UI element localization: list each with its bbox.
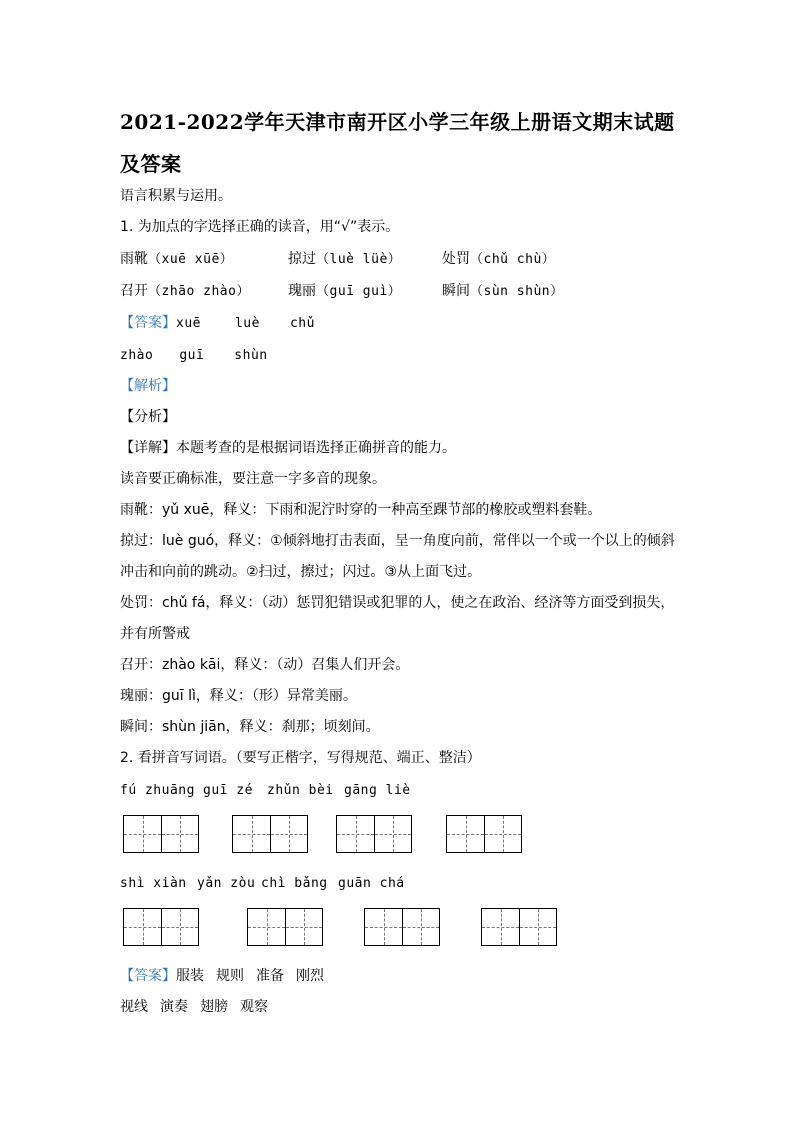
q2-pinyin: guān chá [338,876,405,891]
detail-label: 【详解】 [120,440,176,456]
analysis-label: 【解析】 [120,378,176,394]
doc-title-line1: 2021-2022学年天津市南开区小学三年级上册语文期末试题 [120,110,675,134]
note-text: 读音要正确标准，要注意一字多音的现象。 [120,471,386,487]
explanation-line: 瞬间：shùn jiān，释义：刹那；顷刻间。 [120,719,380,735]
writing-grid[interactable] [336,815,412,853]
q1-options: （xuē xūē） [148,252,234,267]
q1-item [120,249,233,270]
q1-item [288,281,401,302]
q1-prompt: 1. 为加点的字选择正确的读音，用“√”表示。 [120,219,400,235]
q1-options: （guī guì） [316,284,402,299]
q2-pinyin: fú zhuāng [120,783,195,798]
q1-word: 召开 [120,283,148,299]
detail-paragraph [120,438,456,458]
q1-word: 瑰丽 [288,283,316,299]
answer-value: luè [234,316,260,331]
q2-pinyin: chì bǎng [261,876,328,891]
writing-grid[interactable] [123,908,199,946]
q1-answer-line2 [120,345,268,366]
fenxi-label: 【分析】 [120,409,176,425]
writing-grid[interactable] [481,908,557,946]
detail-text: 本题考查的是根据词语选择正确拼音的能力。 [176,440,456,456]
answer-value: chǔ [289,316,315,331]
answer-word: 刚烈 [296,968,324,984]
q1-item [442,249,555,270]
answer-value: shùn [234,348,268,363]
answer-word: 观察 [240,999,268,1015]
q1-word: 掠过 [288,251,316,267]
q2-prompt: 2. 看拼音写词语。（要写正楷字，写得规范、端正、整洁） [120,750,481,766]
q1-options: （luè lüè） [316,252,402,267]
answer-word: 服装 [176,968,204,984]
answer-word: 准备 [256,968,284,984]
q1-item [288,249,401,270]
q1-options: （chǔ chù） [470,252,556,267]
q2-answer-line2 [120,997,268,1017]
q1-options: （zhāo zhào） [148,284,250,299]
explanation-line: 瑰丽：guī lì，释义：（形）异常美丽。 [120,688,357,704]
writing-grid[interactable] [446,815,522,853]
section-heading: 语言积累与运用。 [120,188,232,204]
q1-item [120,281,250,302]
writing-grid[interactable] [232,815,308,853]
q2-pinyin: guī zé [203,783,253,798]
q2-pinyin: yǎn zòu [197,876,256,891]
explanation-line: 召开：zhào kāi，释义：（动）召集人们开会。 [120,657,410,673]
explanation-line: 处罚：chǔ fá，释义：（动）惩罚犯错误或犯罪的人，使之在政治、经济等方面受到损失， [120,595,675,611]
answer-value: zhào [120,348,154,363]
q1-item [442,281,564,302]
answer-word: 规则 [216,968,244,984]
q1-word: 雨靴 [120,251,148,267]
answer-word: 演奏 [160,999,188,1015]
explanation-line: 掠过：luè guó，释义：①倾斜地打击表面，呈一角度向前，常伴以一个或一个以上的倾斜 [120,533,675,549]
q2-pinyin: zhǔn bèi [267,783,334,798]
writing-grid[interactable] [123,815,199,853]
answer-word: 翅膀 [200,999,228,1015]
writing-grid[interactable] [247,908,323,946]
explanation-line: 冲击和向前的跳动。②扫过，擦过；闪过。③从上面飞过。 [120,564,482,580]
q2-answer [120,966,324,986]
explanation-line: 并有所警戒 [120,626,190,642]
answer-value: guī [179,348,205,363]
doc-title-line2: 及答案 [120,152,182,176]
q1-word: 处罚 [442,251,470,267]
answer-value: xuē [176,316,201,331]
writing-grid[interactable] [364,908,440,946]
q1-word: 瞬间 [442,283,470,299]
answer-label: 【答案】 [120,315,176,331]
explanation-line: 雨靴：yǔ xuē，释义：下雨和泥泞时穿的一种高至踝节部的橡胶或塑料套鞋。 [120,502,602,518]
q1-options: （sùn shùn） [470,284,564,299]
answer-word: 视线 [120,999,148,1015]
q2-pinyin: gāng liè [344,783,411,798]
answer-label: 【答案】 [120,968,176,984]
q2-pinyin: shì xiàn [120,876,187,891]
q1-answer [120,313,315,334]
